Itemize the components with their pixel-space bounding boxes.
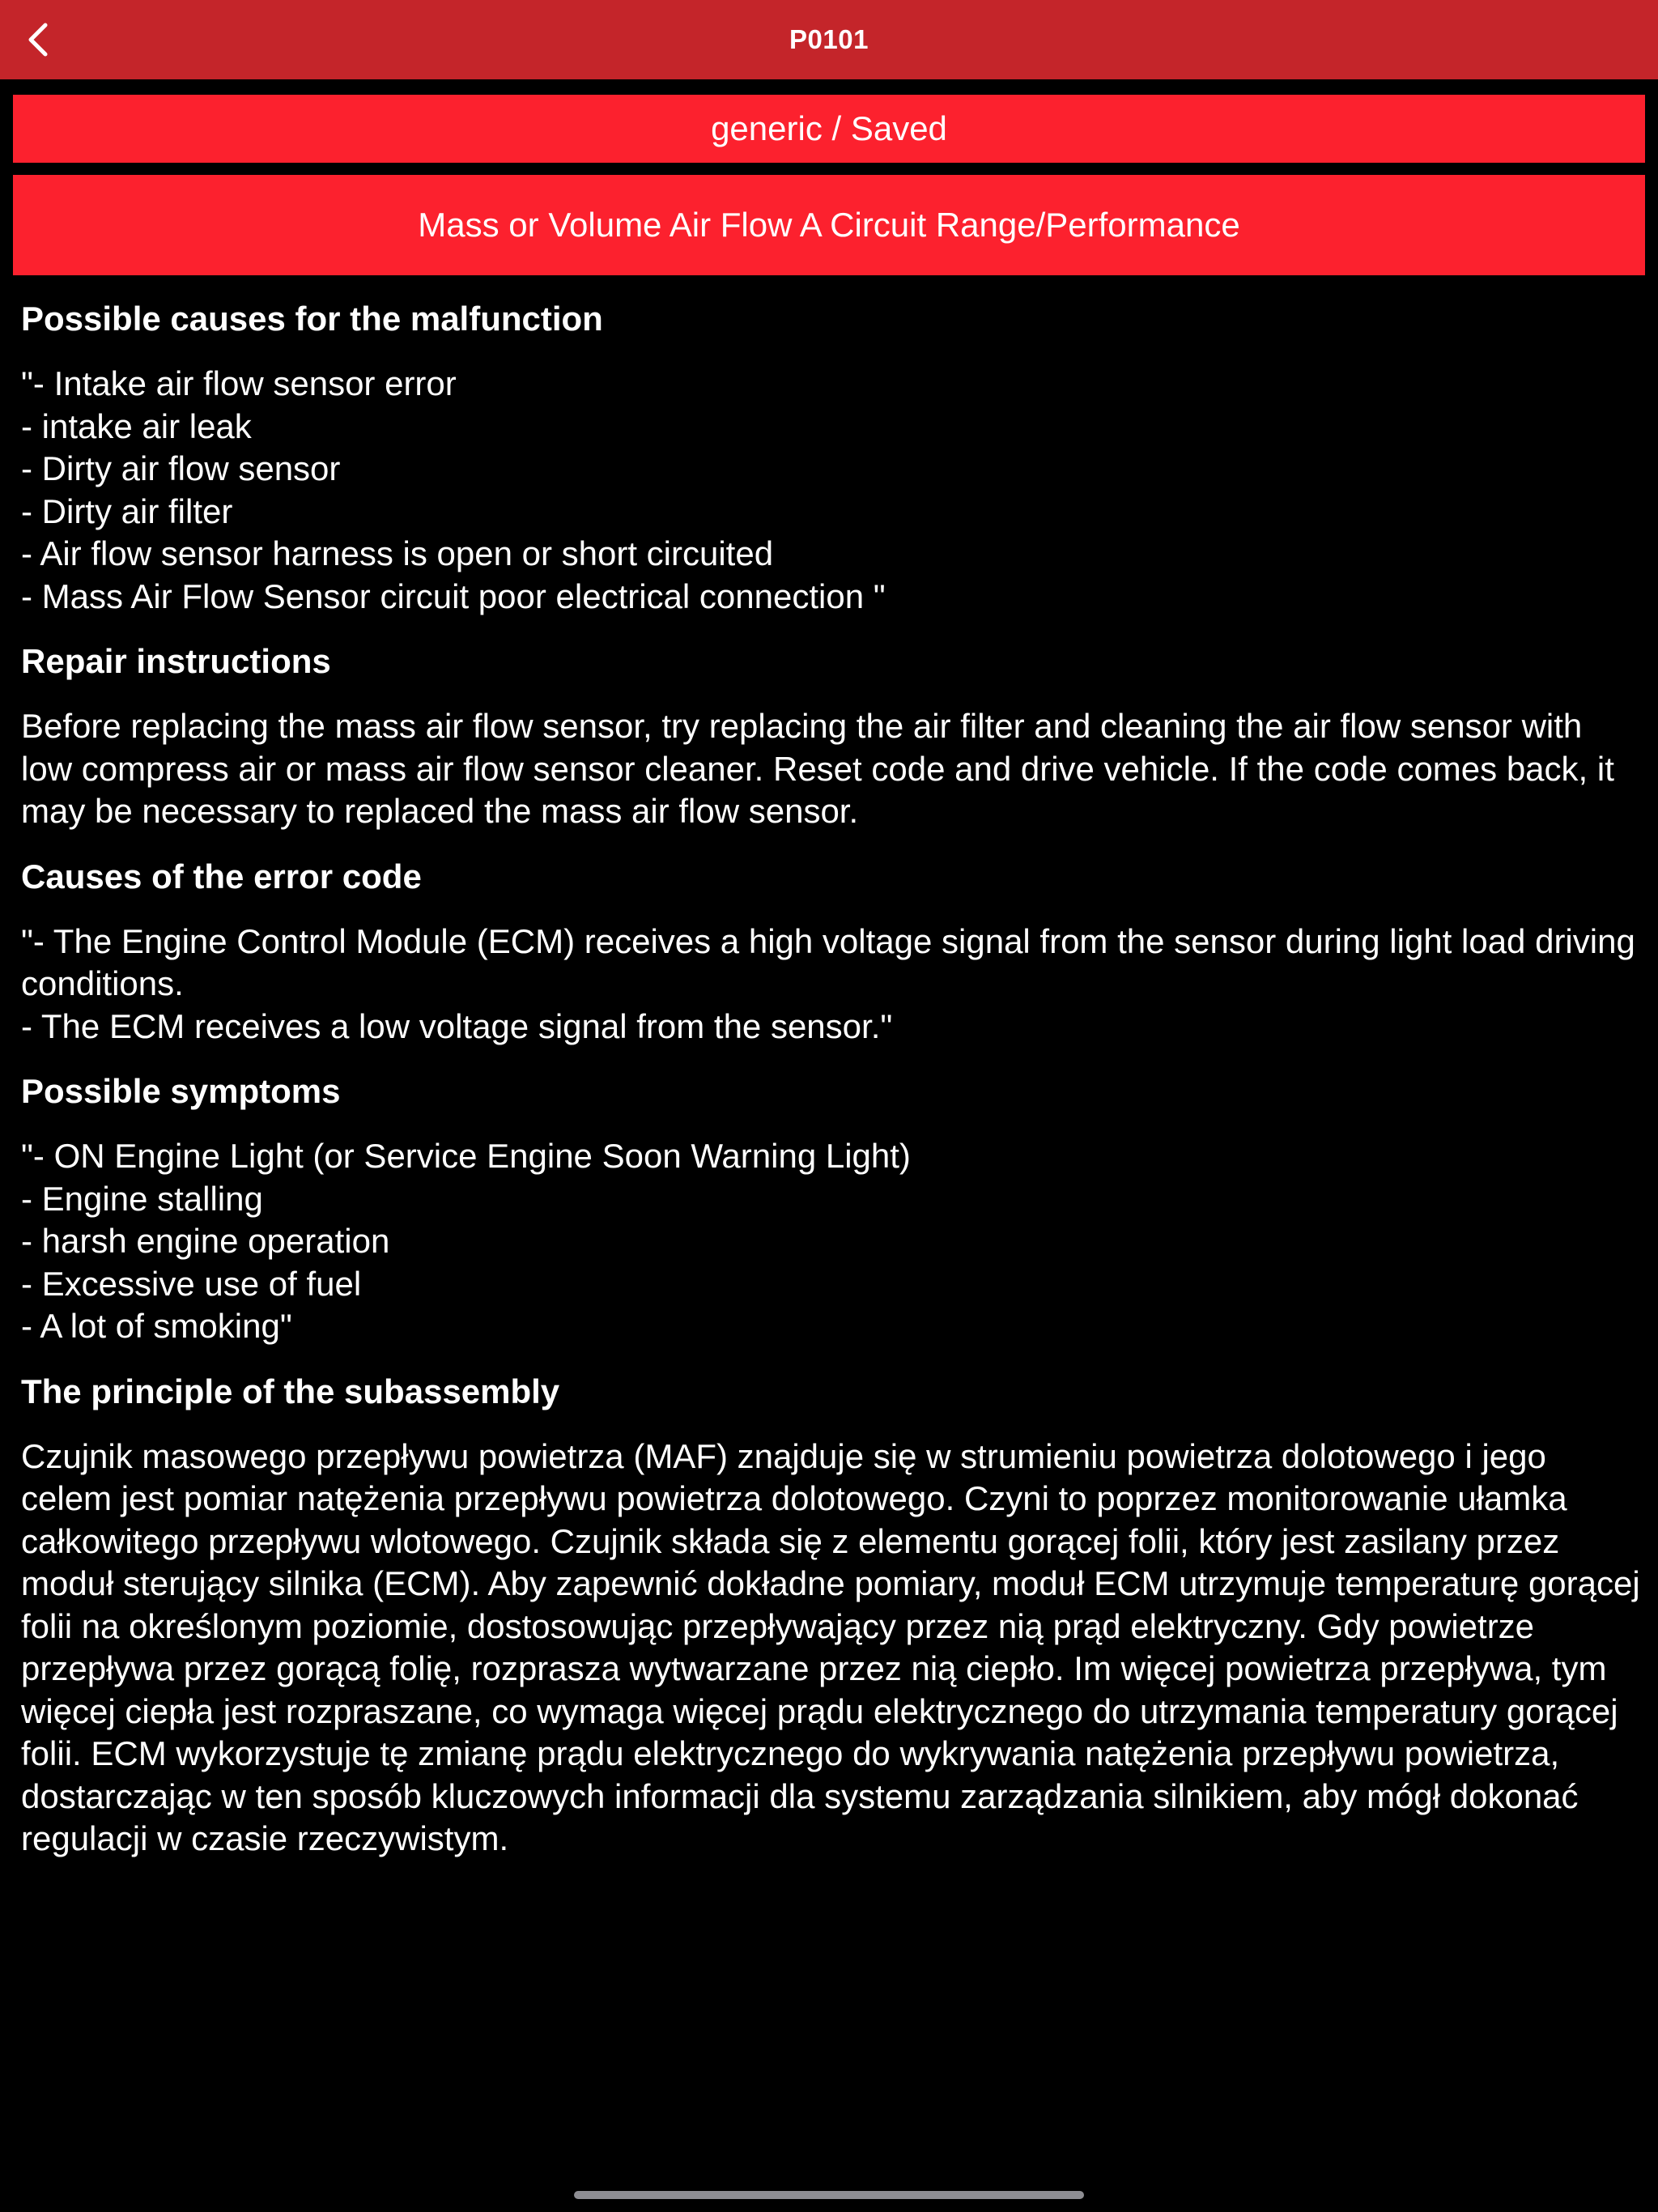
section-heading: Possible causes for the malfunction	[21, 300, 603, 338]
section-body: Before replacing the mass air flow sensor, try replacing the air filter and cleaning the air flow sensor with low compress air or mass air flow sensor cleaner. Reset code and drive vehicle. If the code comes back, it may be necessary to replaced the mass air flow sensor.	[21, 707, 1614, 830]
section-possible-causes	[21, 298, 1640, 618]
section-body: "- The Engine Control Module (ECM) receives a high voltage signal from the sensor during light load driving conditions. - The ECM receives a low voltage signal from the sensor."	[21, 921, 1635, 1045]
section-body: "- Intake air flow sensor error - intake air leak - Dirty air flow sensor - Dirty air filter - Air flow sensor harness is open or short circuited - Mass Air Flow Sensor circuit poor electrical connection "	[21, 364, 886, 615]
section-heading: Causes of the error code	[21, 857, 422, 895]
section-heading: The principle of the subassembly	[21, 1372, 560, 1410]
section-possible-symptoms	[21, 1070, 1640, 1348]
section-body: Czujnik masowego przepływu powietrza (MAF) znajduje się w strumieniu powietrza dolotowego i jego celem jest pomiar natężenia przepływu powietrza dolotowego. Czyni to poprzez monitorowanie ułamka całkowitego przepływu wlotowego. Czujnik składa się z elementu gorącej folii, który jest zasilany przez moduł sterujący silnika (ECM). Aby zapewnić dokładne pomiary, moduł ECM utrzymuje temperaturę gorącej folii na określonym poziomie, dostosowując przepływający przez nią prąd elektryczny. Gdy powietrze przepływa przez gorącą folię, rozprasza wytwarzane przez nią ciepło. Im więcej powietrza przepływa, tym więcej ciepła jest rozpraszane, co wymaga więcej prądu elektrycznego do utrzymania temperatury gorącej folii. ECM wykorzystuje tę zmianę prądu elektrycznego do wykrywania natężenia przepływu powietrza, dostarczając w ten sposób kluczowych informacji dla systemu zarządzania silnikiem, aby mógł dokonać regulacji w czasie rzeczywistym.	[21, 1436, 1640, 1857]
code-description-banner: Mass or Volume Air Flow A Circuit Range/Performance	[13, 175, 1645, 275]
section-body: "- ON Engine Light (or Service Engine Soon Warning Light) - Engine stalling - harsh engine operation - Excessive use of fuel - A lot of smoking"	[21, 1137, 911, 1345]
section-repair-instructions	[21, 640, 1640, 833]
chevron-left-icon	[26, 22, 50, 57]
page-title: P0101	[789, 24, 869, 54]
navigation-bar	[0, 0, 1658, 79]
section-heading: Repair instructions	[21, 642, 331, 680]
back-button[interactable]	[18, 19, 58, 60]
section-error-causes	[21, 856, 1640, 1049]
code-details	[21, 298, 1640, 1883]
category-banner: generic / Saved	[13, 95, 1645, 163]
home-indicator[interactable]	[574, 2191, 1084, 2199]
section-heading: Possible symptoms	[21, 1072, 341, 1110]
section-subassembly-principle	[21, 1371, 1640, 1861]
